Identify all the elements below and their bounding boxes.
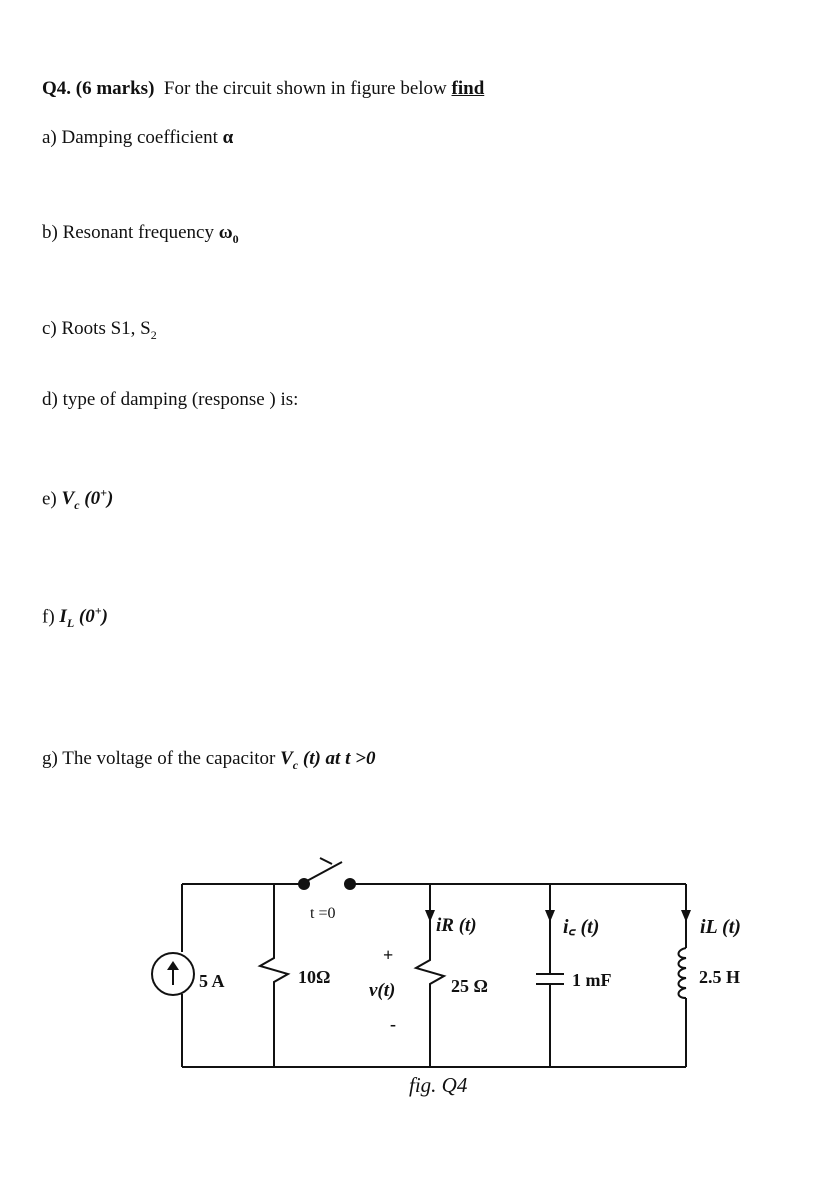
item-a-text: a) Damping coefficient — [42, 127, 218, 148]
question-number: Q4. — [42, 78, 72, 99]
item-b-text: b) Resonant frequency — [42, 222, 214, 243]
voltage-label: v(t) — [369, 980, 396, 1001]
question-prompt: For the circuit shown in figure below — [163, 78, 447, 99]
resistor-25-label: 25 Ω — [451, 976, 488, 996]
omega-symbol: $\omega_0$ — [218, 222, 239, 246]
ic-label: i꜀ (t) — [563, 916, 600, 938]
source-arrowhead — [167, 961, 179, 970]
figure-caption: fig. Q4 — [409, 1073, 468, 1097]
ic-arrow-icon — [545, 910, 555, 922]
resistor-10-wire — [260, 884, 288, 1067]
il-arrow-icon — [681, 910, 691, 922]
voltage-plus: + — [383, 945, 394, 965]
item-d-text: d) type of damping (response ) is: — [42, 389, 299, 410]
item-c-sub: 2 — [150, 327, 157, 342]
voltage-minus: - — [390, 1014, 396, 1034]
item-g-text: g) The voltage of the capacitor — [42, 748, 276, 769]
alpha-symbol: α — [222, 127, 234, 148]
switch-arrowhead — [320, 858, 332, 864]
inductor-coil — [679, 948, 687, 998]
switch-label: t =0 — [310, 905, 336, 922]
inductor-label: 2.5 H — [699, 967, 741, 987]
item-g-expression: $V_c$ (t) at t >0 — [280, 748, 376, 772]
source-label: 5 A — [199, 971, 225, 991]
item-f-prefix: f) — [42, 606, 55, 628]
il-label: iL (t) — [700, 916, 741, 938]
find-keyword: find — [451, 78, 485, 99]
resistor-10-label: 10Ω — [298, 967, 331, 987]
switch-arm — [305, 862, 342, 882]
question-marks: (6 marks) — [75, 78, 155, 99]
switch-contact-left — [298, 878, 310, 890]
ir-label: iR (t) — [436, 915, 477, 936]
item-c-text: c) Roots S1, S — [42, 318, 151, 339]
item-e-prefix: e) — [42, 488, 57, 510]
switch-contact-right — [344, 878, 356, 890]
ir-arrow-icon — [425, 910, 435, 922]
item-f-expression: $I_L$ (0+) — [59, 604, 108, 631]
capacitor-label: 1 mF — [572, 970, 612, 990]
item-e-expression: $V_c$ (0+) — [61, 486, 114, 513]
